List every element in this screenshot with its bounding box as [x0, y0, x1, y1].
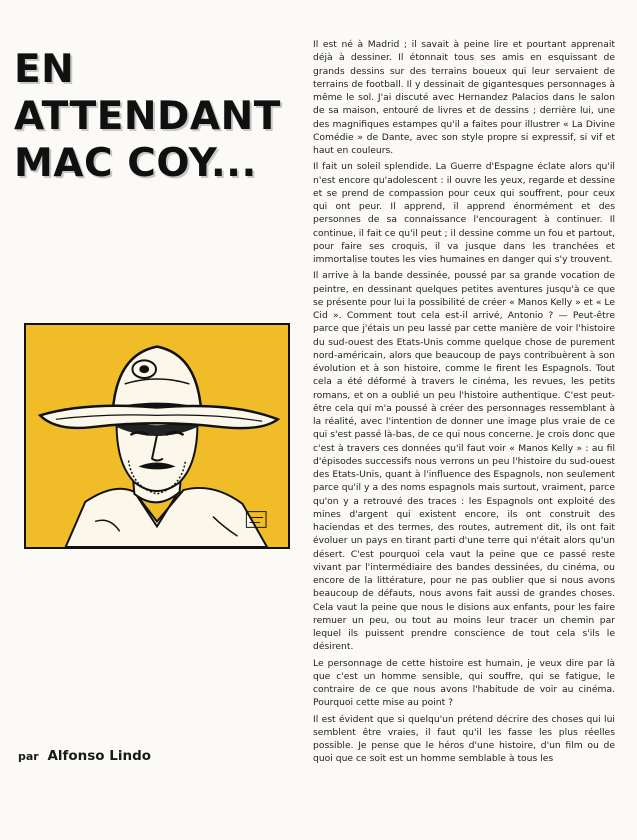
- cowboy-illustration: [24, 323, 290, 549]
- title-line-1: EN: [14, 47, 75, 92]
- cowboy-portrait-drawing: [26, 325, 288, 547]
- title-line-3: MAC COY...: [14, 141, 257, 186]
- title-line-2: ATTENDANT: [14, 94, 281, 139]
- article-body: [313, 38, 615, 769]
- article-paragraph: Il fait un soleil splendide. La Guerre d'Espagne éclate alors qu'il n'est encore qu'adolescent : il ouvre les yeux, regarde et dessine et se prend de compassion pour ceux qui souffrent, pour ceux qui ont peur. Il apprend, il apprend énormément et des personnes de sa connaissance l'encouragent à continuer. Il continue, il fait ce qu'il peut ; il dessine comme un fou et partout, pour faire ses croquis, il va jusque dans les tranchées et immortalise toutes les vies humaines en danger qui s'y trouvent.: [313, 161, 615, 265]
- article-paragraph: Il est évident que si quelqu'un prétend décrire des choses qui lui semblent être vraies, il faut qu'il les fasse les plus réelles possible. Je pense que le héros d'une histoire, d'un film ou de quoi que ce soit est un homme semblable à tous les: [313, 713, 615, 765]
- article-title: [14, 46, 304, 187]
- article-paragraph: Il arrive à la bande dessinée, poussé par sa grande vocation de peintre, en dessinant quelques petites aventures jusqu'à ce que se présente pour lui la possibilité de créer « Manos Kelly » et « Le Cid ». Comment tout cela est-il arrivé, Antonio ? — Peut-être parce que j'étais un peu lassé par cette manière de voir l'histoire du sud-ouest des Etats-Unis comme quelque chose de purement nord-américain, alors que beaucoup de pays contribuèrent à son évolution et à son histoire, comme le firent les Espagnols. Tout cela a été déformé à travers le cinéma, les revues, les petits romans, et on a oublié un peu l'histoire authentique. C'est peut-être cela qui m'a poussé à créer des personnages ressemblant à la réalité, avec l'intention de donner une image plus vraie de ce qui s'est passé là-bas, de ce qui nous concerne. Je crois donc que c'est à travers ces données qu'il faut voir « Manos Kelly » : au fil d'épisodes successifs nous verrons un peu l'histoire du sud-ouest des Etats-Unis, quant à l'influence des Espagnols, non seulement parce qu'il y a des noms espagnols mais surtout, vraiment, parce qu'on y a retrouvé des traces : les Espagnols ont exploité des mines d'argent qui existent encore, ils ont construit des haciendas et des termes, des routes, autrement dit, ils ont fait évoluer un pays en tirant parti d'une terre qui n'était alors qu'un désert. C'est pourquoi cela vaut la peine que ce passé reste vivant par l'intermédiaire des bandes dessinées, du cinéma, ou encore de la littérature, pour ne pas oublier que si nous avons beaucoup de défauts, nous avons fait aussi de grandes choses. Cela vaut la peine que nous le disions aux enfants, pour les faire remuer un peu, ou tout au moins leur tracer un chemin par lequel ils puissent prendre conscience de tout cela s'ils le désirent.: [313, 270, 615, 653]
- byline-prefix: par: [18, 750, 39, 763]
- byline: [18, 748, 151, 764]
- byline-author: Alfonso Lindo: [47, 748, 152, 764]
- article-paragraph: Le personnage de cette histoire est humain, je veux dire par là que c'est un homme sensible, qui souffre, qui se fatigue, le contraire de ce que nous avons l'habitude de voir au cinéma. Pourquoi cette mise au point ?: [313, 657, 615, 709]
- article-paragraph: Il est né à Madrid ; il savait à peine lire et pourtant apprenait déjà à dessiner. Il étonnait tous ses amis en esquissant de grands dessins sur des terrains boueux qui leur servaient de terrains de football. Il y dessinait de gigantesques personnages à même le sol. J'ai discuté avec Hernandez Palacios dans le salon de sa maison, entouré de livres et de dessins ; derrière lui, une des magnifiques estampes qu'il a faites pour illustrer « La Divine Comédie » de Dante, avec son style propre si expressif, si vif et haut en couleurs.: [313, 39, 615, 156]
